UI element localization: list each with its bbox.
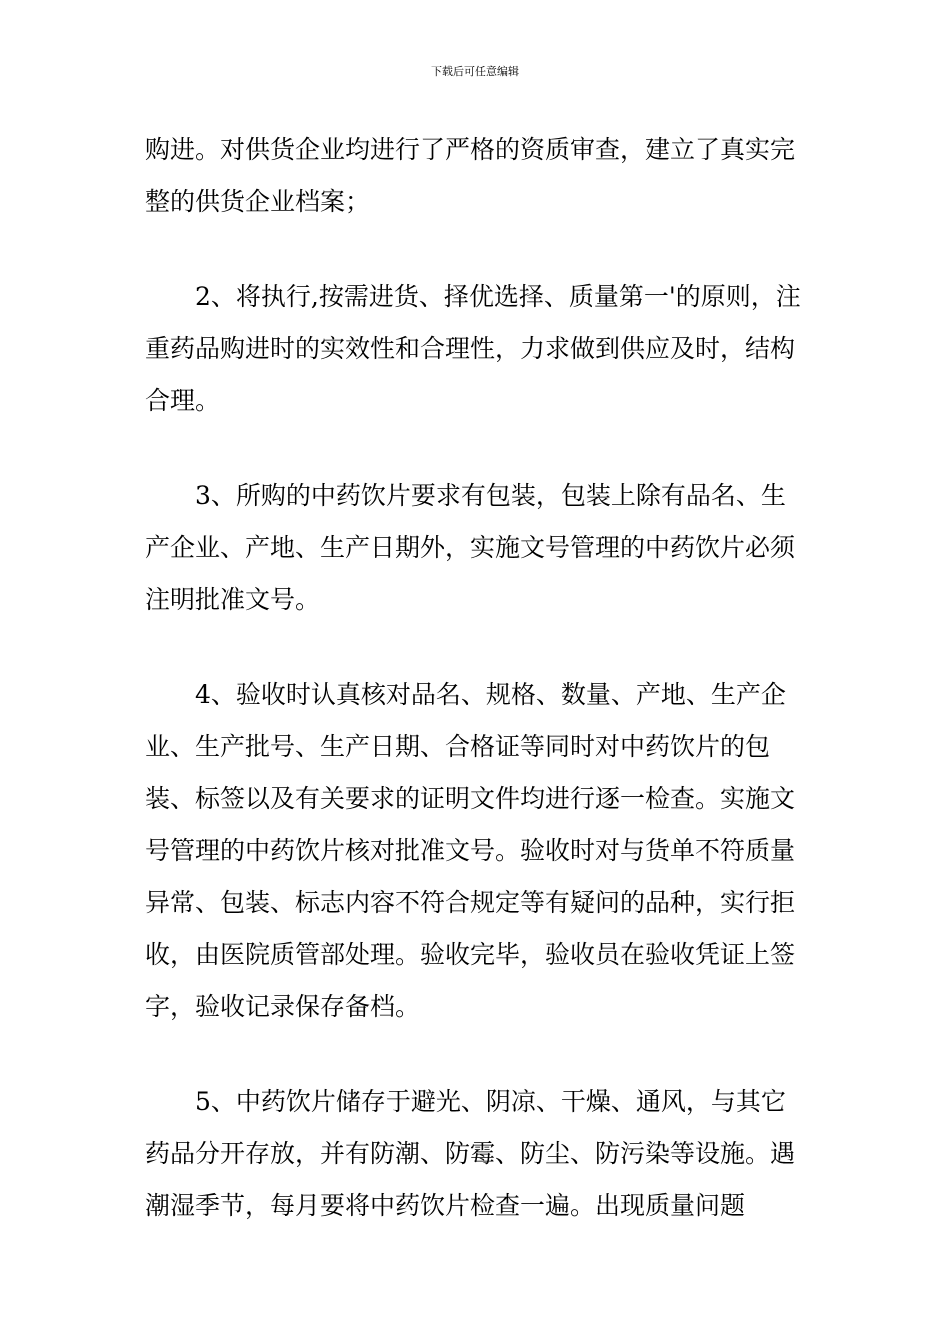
paragraph-gap [145,427,807,470]
paragraph-gap [145,626,807,669]
paragraph-gap [145,1033,807,1076]
page-header: 下载后可任意编辑 [431,65,519,78]
paragraph-continuation: 购进。对供货企业均进行了严格的资质审查，建立了真实完整的供货企业档案； [145,135,796,216]
paragraph-gap [145,228,807,271]
paragraph-item-4: 4、验收时认真核对品名、规格、数量、产地、生产企业、生产批号、生产日期、合格证等同时对中药饮片的包装、标签以及有关要求的证明文件均进行逐一检查。实施文号管理的中药饮片核对批准文号。验收时对与货单不符质量异常、包装、标志内容不符合规定等有疑问的品种，实行拒收，由医院质管部处理。验收完毕，验收员在验收凭证上签字，验收记录保存备档。 [145,680,796,1021]
paragraph-item-3: 3、所购的中药饮片要求有包装，包装上除有品名、生产企业、产地、生产日期外，实施文号管理的中药饮片必须注明批准文号。 [145,481,796,614]
document-body [145,124,807,1232]
paragraph-item-5: 5、中药饮片储存于避光、阴凉、干燥、通风，与其它药品分开存放，并有防潮、防霉、防尘、防污染等设施。遇潮湿季节，每月要将中药饮片检查一遍。出现质量问题 [145,1087,796,1220]
paragraph-item-2: 2、将执行,按需进货、择优选择、质量第一'的原则，注重药品购进时的实效性和合理性，力求做到供应及时，结构合理。 [145,282,801,415]
